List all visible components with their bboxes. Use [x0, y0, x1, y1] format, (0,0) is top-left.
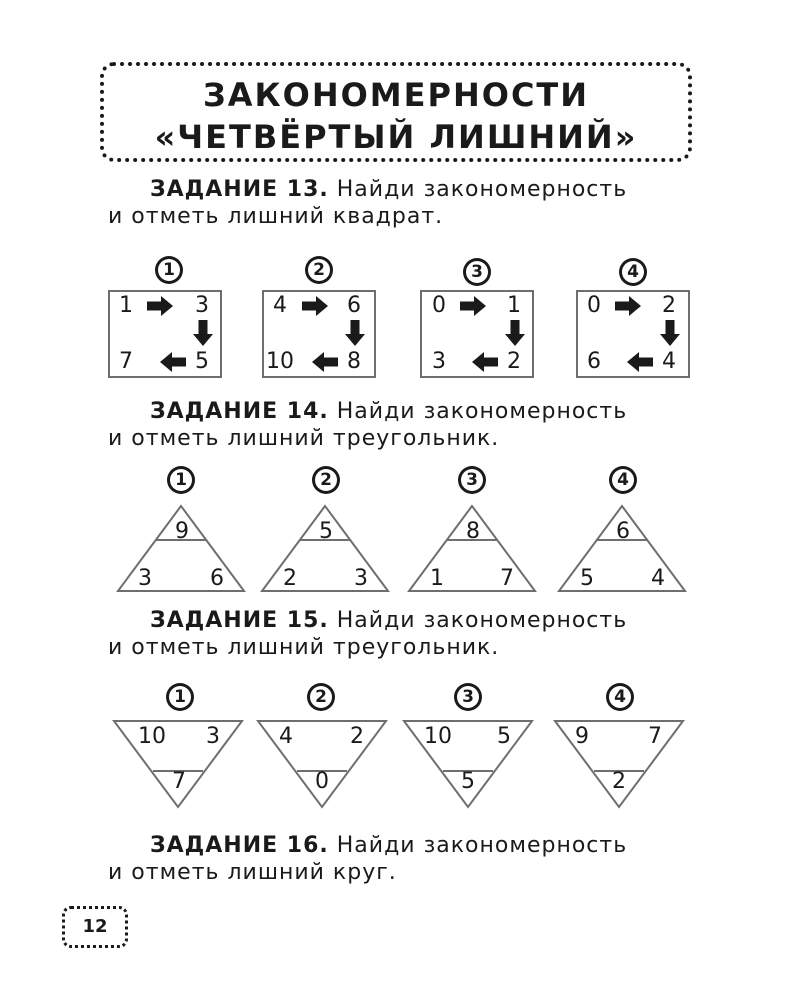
square-2-bottom-left-value: 10	[266, 349, 294, 374]
triangle-up-1-number-badge[interactable]: 1	[167, 466, 195, 494]
triangle-up-2-top-value: 5	[319, 519, 333, 544]
task-13-heading: ЗАДАНИЕ 13.	[150, 177, 329, 202]
triangle-down-3-number-badge[interactable]: 3	[454, 683, 482, 711]
triangle-up-4-right-value: 4	[651, 566, 665, 591]
square-1-bottom-right-value: 5	[195, 349, 209, 374]
square-3-top-right-value: 1	[507, 293, 521, 318]
triangle-down-1-number-badge[interactable]: 1	[166, 683, 194, 711]
triangle-down-4-left-value: 9	[575, 724, 589, 749]
square-4-top-right-value: 2	[662, 293, 676, 318]
task-15-text-2: и отметь лишний треугольник.	[108, 635, 500, 660]
square-1-number-badge[interactable]: 1	[155, 256, 183, 284]
triangle-down-1-left-value: 10	[138, 724, 166, 749]
task-15-heading: ЗАДАНИЕ 15.	[150, 608, 329, 633]
task-16-heading: ЗАДАНИЕ 16.	[150, 833, 329, 858]
triangle-up-3-top-value: 8	[466, 519, 480, 544]
triangle-up-2-number-badge[interactable]: 2	[312, 466, 340, 494]
square-2-top-left-value: 4	[273, 293, 287, 318]
square-3-top-left-value: 0	[432, 293, 446, 318]
triangle-down-3-left-value: 10	[424, 724, 452, 749]
square-2-top-right-value: 6	[347, 293, 361, 318]
triangle-down-1-right-value: 3	[206, 724, 220, 749]
square-3-number-badge[interactable]: 3	[463, 258, 491, 286]
square-1-top-right-value: 3	[195, 293, 209, 318]
triangle-down-1-bottom-value: 7	[172, 769, 186, 794]
triangle-up-1-right-value: 6	[210, 566, 224, 591]
square-2-number-badge[interactable]: 2	[305, 256, 333, 284]
triangle-down-4-bottom-value: 2	[612, 769, 626, 794]
triangle-down-option-1[interactable]	[114, 721, 242, 807]
task-14-text-1: Найди закономерность	[336, 399, 628, 424]
square-1-bottom-left-value: 7	[119, 349, 133, 374]
triangle-up-4-left-value: 5	[580, 566, 594, 591]
task-16-text-2: и отметь лишний круг.	[108, 860, 397, 885]
task-15-text-1: Найди закономерность	[336, 608, 628, 633]
triangle-down-2-bottom-value: 0	[315, 769, 329, 794]
square-4-bottom-right-value: 4	[662, 349, 676, 374]
triangle-up-1-top-value: 9	[175, 519, 189, 544]
triangle-down-4-number-badge[interactable]: 4	[606, 683, 634, 711]
triangle-down-2-right-value: 2	[350, 724, 364, 749]
triangle-up-2-left-value: 2	[283, 566, 297, 591]
triangle-down-option-2[interactable]	[258, 721, 386, 807]
triangle-down-2-left-value: 4	[279, 724, 293, 749]
page-number: 12	[62, 906, 128, 948]
task-14-heading: ЗАДАНИЕ 14.	[150, 399, 329, 424]
task-13-text-2: и отметь лишний квадрат.	[108, 204, 444, 229]
triangle-up-4-top-value: 6	[616, 519, 630, 544]
square-4-top-left-value: 0	[587, 293, 601, 318]
triangle-down-2-number-badge[interactable]: 2	[307, 683, 335, 711]
triangle-up-4-number-badge[interactable]: 4	[609, 466, 637, 494]
square-3-bottom-right-value: 2	[507, 349, 521, 374]
square-1-top-left-value: 1	[119, 293, 133, 318]
task-14-text-2: и отметь лишний треугольник.	[108, 426, 500, 451]
triangle-down-4-right-value: 7	[648, 724, 662, 749]
task-13-text-1: Найди закономерность	[336, 177, 628, 202]
page-title-line-1: ЗАКОНОМЕРНОСТИ	[202, 76, 590, 114]
square-4-number-badge[interactable]: 4	[619, 258, 647, 286]
page-title-line-2: «ЧЕТВЁРТЫЙ ЛИШНИЙ»	[154, 118, 638, 156]
triangle-down-3-bottom-value: 5	[461, 769, 475, 794]
triangle-down-3-right-value: 5	[497, 724, 511, 749]
triangle-up-3-left-value: 1	[430, 566, 444, 591]
task-16-text-1: Найди закономерность	[336, 833, 628, 858]
triangle-up-3-number-badge[interactable]: 3	[458, 466, 486, 494]
square-4-bottom-left-value: 6	[587, 349, 601, 374]
triangle-up-3-right-value: 7	[500, 566, 514, 591]
square-2-bottom-right-value: 8	[347, 349, 361, 374]
square-3-bottom-left-value: 3	[432, 349, 446, 374]
triangle-up-2-right-value: 3	[354, 566, 368, 591]
triangle-up-1-left-value: 3	[138, 566, 152, 591]
